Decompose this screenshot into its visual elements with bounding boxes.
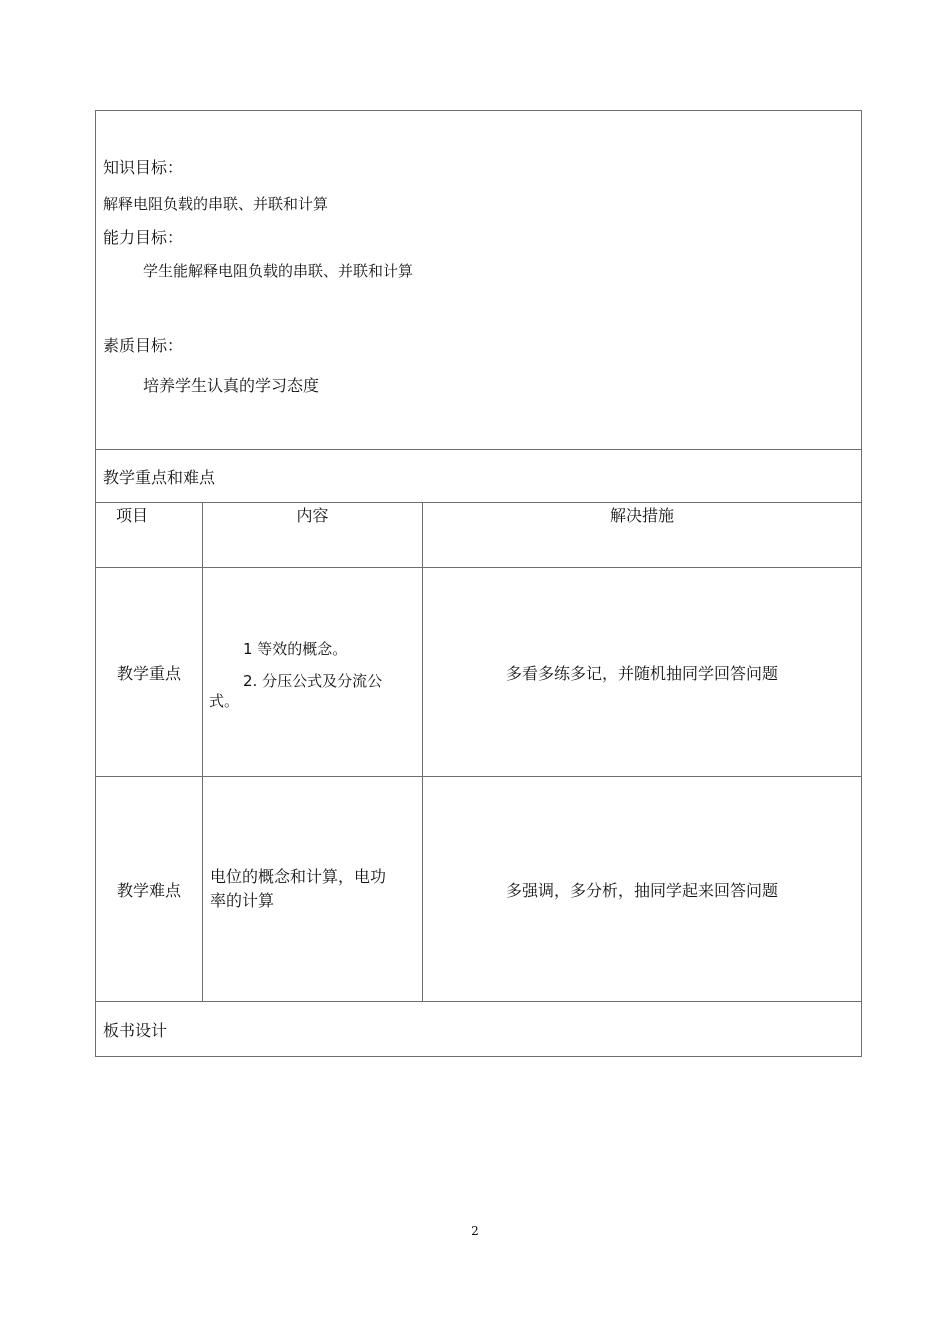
objectives-cell — [96, 111, 862, 450]
row-content-key-points — [203, 568, 423, 777]
content-line: 电位的概念和计算，电功 — [210, 867, 387, 886]
row-item-difficulties: 教学难点 — [96, 777, 203, 1002]
row-measure-difficulties: 多强调，多分析，抽同学起来回答问题 — [423, 777, 862, 1002]
quality-objective-label: 素质目标： — [103, 336, 184, 355]
page-number: 2 — [471, 1224, 479, 1238]
key-points-heading: 教学重点和难点 — [96, 450, 862, 503]
column-header-measures: 解决措施 — [423, 503, 862, 568]
ability-objective-label: 能力目标： — [103, 228, 184, 247]
column-header-item: 项目 — [96, 503, 203, 568]
content-line: 2. 分压公式及分流公 — [243, 672, 383, 690]
board-design-heading: 板书设计 — [96, 1002, 862, 1057]
content-line: 1 等效的概念。 — [243, 640, 348, 658]
quality-objective-text: 培养学生认真的学习态度 — [143, 376, 320, 395]
row-content-difficulties — [203, 777, 423, 1002]
ability-objective-text: 学生能解释电阻负载的串联、并联和计算 — [143, 262, 414, 280]
lesson-plan-table — [95, 110, 862, 1057]
row-item-key-points: 教学重点 — [96, 568, 203, 777]
content-line: 率的计算 — [210, 891, 275, 910]
knowledge-objective-text: 解释电阻负载的串联、并联和计算 — [103, 195, 329, 213]
row-measure-key-points: 多看多练多记，并随机抽同学回答问题 — [423, 568, 862, 777]
content-line: 式。 — [209, 692, 240, 710]
knowledge-objective-label: 知识目标： — [103, 158, 184, 177]
column-header-content: 内容 — [203, 503, 423, 568]
